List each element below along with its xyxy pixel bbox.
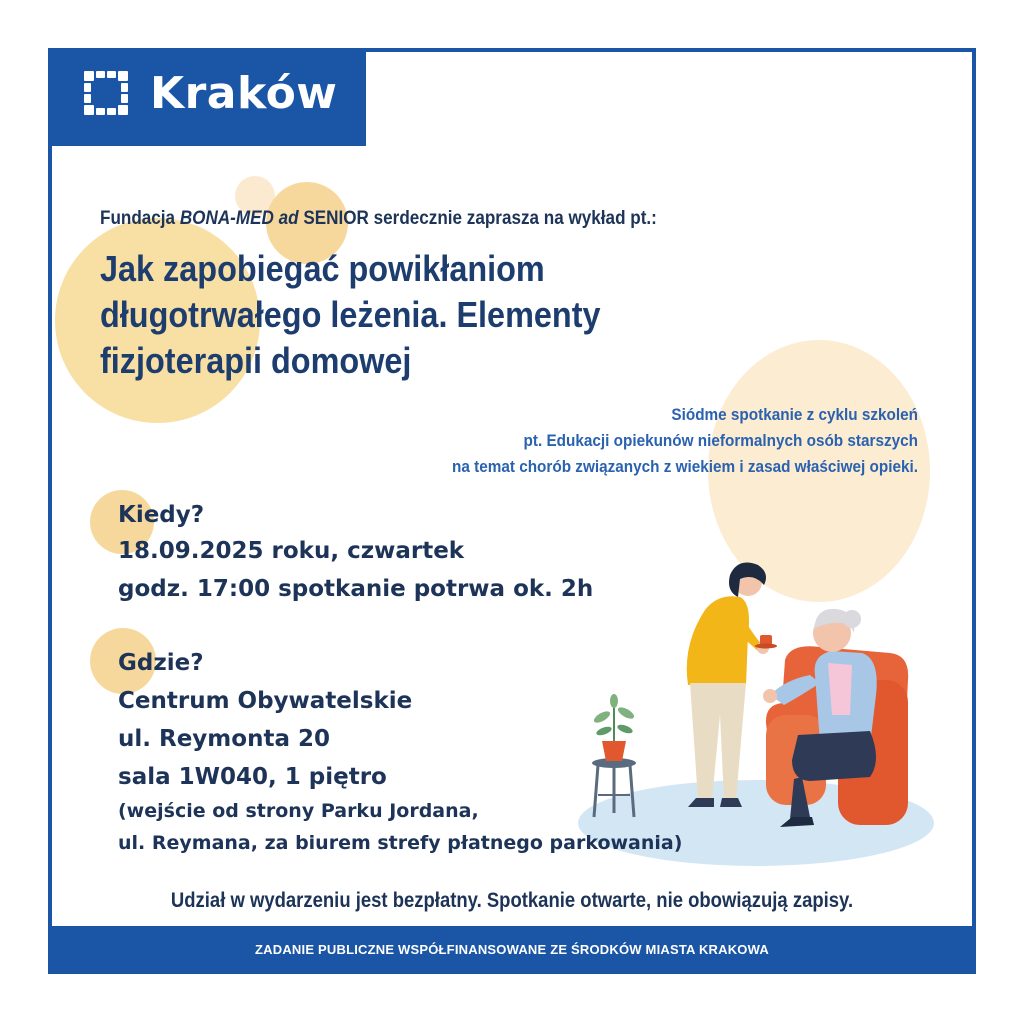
cycle-description bbox=[342, 402, 918, 480]
invitation-line bbox=[100, 208, 657, 230]
when-heading: Kiedy? bbox=[118, 502, 205, 528]
foundation-name: BONA-MED ad bbox=[179, 208, 299, 229]
venue-street: ul. Reymonta 20 bbox=[118, 726, 330, 752]
title-line: fizjoterapii domowej bbox=[100, 340, 412, 381]
cycle-line: pt. Edukacji opiekunów nieformalnych osób starszych bbox=[523, 431, 918, 450]
cycle-line: na temat chorób związanych z wiekiem i zasad właściwej opieki. bbox=[452, 457, 918, 476]
where-heading: Gdzie? bbox=[118, 650, 204, 676]
venue-name: Centrum Obywatelskie bbox=[118, 688, 413, 714]
participation-note: Udział w wydarzeniu jest bezpłatny. Spotkanie otwarte, nie obowiązują zapisy. bbox=[170, 889, 854, 912]
cycle-line: Siódme spotkanie z cyklu szkoleń bbox=[671, 405, 918, 424]
invitation-prefix: Fundacja bbox=[100, 208, 180, 229]
venue-note: (wejście od strony Parku Jordana, bbox=[118, 800, 479, 822]
event-date: 18.09.2025 roku, czwartek bbox=[118, 538, 465, 564]
title-line: długotrwałego leżenia. Elementy bbox=[100, 294, 601, 335]
krakow-logo-icon bbox=[84, 71, 128, 115]
venue-room: sala 1W040, 1 piętro bbox=[118, 764, 387, 790]
title-line: Jak zapobiegać powikłaniom bbox=[100, 248, 545, 289]
caregiver-illustration bbox=[570, 555, 940, 855]
venue-note: ul. Reymana, za biurem strefy płatnego parkowania) bbox=[118, 832, 683, 854]
brand-name: Kraków bbox=[150, 68, 338, 119]
funding-bar: ZADANIE PUBLICZNE WSPÓŁFINANSOWANE ZE ŚRODKÓW MIASTA KRAKOWA bbox=[48, 926, 976, 974]
event-time: godz. 17:00 spotkanie potrwa ok. 2h bbox=[118, 576, 594, 602]
invitation-suffix: SENIOR serdecznie zaprasza na wykład pt.: bbox=[298, 208, 657, 229]
lecture-title bbox=[100, 246, 676, 384]
